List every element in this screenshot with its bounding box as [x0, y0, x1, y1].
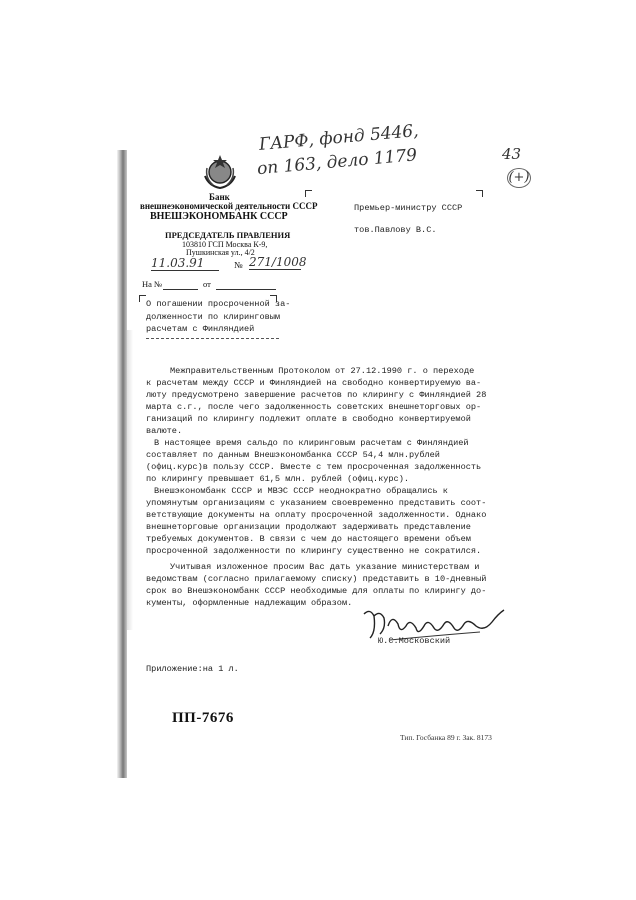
archive-note [258, 119, 422, 181]
subject-bracket-left [139, 295, 146, 302]
address-line2: Пушкинская ул., 4/2 [186, 248, 255, 257]
reference-date-line [216, 289, 276, 290]
body-line: ветствующие документы на оплату просроченной задолженности. Однако [146, 510, 487, 520]
scan-binding-edge [127, 330, 133, 630]
body-line: к расчетам между СССР и Финляндией на свободно конвертируемую ва- [146, 378, 482, 388]
body-line: валюте. [146, 426, 183, 436]
form-code: ПП-7676 [172, 710, 234, 726]
body-line: кументы, оформленные надлежащим образом. [146, 598, 353, 608]
body-line: требуемых документов. В связи с чем до настоящего времени объем [146, 534, 471, 544]
body-line: по клирингу превышает 61,5 млн. рублей (офиц.курс). [146, 474, 410, 484]
body-line: Межправительственным Протоколом от 27.12.1990 г. о переходе [170, 366, 475, 376]
archive-note-line2: оп 163, дело 1179 [256, 145, 418, 180]
address-bracket-left [305, 190, 312, 197]
reference-label: На № [142, 279, 163, 289]
scan-binding-shadow [117, 150, 127, 778]
body-line: срок во Внешэкономбанк СССР необходимые для оплаты по клирингу до- [146, 586, 487, 596]
chairman-title: ПРЕДСЕДАТЕЛЬ ПРАВЛЕНИЯ [165, 230, 291, 240]
bank-label: Банк [209, 192, 230, 202]
archive-note-line1: ГАРФ, фонд 5446, [258, 121, 420, 155]
subject-block [146, 298, 290, 336]
subject-line: расчетам с Финляндией [146, 324, 255, 334]
body-line: марта с.г., после чего задолженность советских внешнеторговых ор- [146, 402, 482, 412]
body-line: упомянутым организациям с указанием своевременно представить соот- [146, 498, 487, 508]
body-line: составляет по данным Внешэкономбанка СССР 54,4 млн.рублей [146, 450, 440, 460]
body-line: В настоящее время сальдо по клиринговым расчетам с Финляндией [154, 438, 469, 448]
bank-full-name: внешнеэкономической деятельности СССР [140, 201, 318, 211]
body-line: просроченной задолженности по клирингу существенно не сократился. [146, 546, 482, 556]
attachment-note: Приложение:на 1 л. [146, 664, 239, 674]
body-line: (офиц.курс)в пользу СССР. Вместе с тем просроченная задолженность [146, 462, 482, 472]
subject-line: долженности по клиринговым [146, 311, 281, 322]
page-number: 43 [502, 145, 522, 163]
letter-date: 11.03.91 [151, 256, 219, 271]
recipient-line1: Премьер-министру СССР [354, 203, 463, 213]
ussr-emblem-icon [201, 154, 239, 190]
address-bracket-right [476, 190, 483, 197]
signatory-name: Ю.С.Московский [378, 636, 451, 646]
body-line: люту предусмотрено завершение расчетов по клирингу с Финляндией 28 [146, 390, 487, 400]
address-line1: 103810 ГСП Москва К-9, [182, 240, 268, 249]
body-line: Учитывая изложенное просим Вас дать указание министерствам и [170, 562, 480, 572]
bank-short-name: ВНЕШЭКОНОМБАНК СССР [150, 211, 288, 222]
subject-line: О погашении просроченной за- [146, 299, 291, 309]
body-line: Внешэкономбанк СССР и МВЭС СССР неоднократно обращались к [154, 486, 448, 496]
body-line: ведомствам (согласно прилагаемому списку) представить в 10-дневный [146, 574, 487, 584]
page-mark: (+) [507, 168, 531, 188]
reference-number-line [163, 289, 198, 290]
body-line: внешнеторговые организации продолжают задерживать представление [146, 522, 471, 532]
letter-number-label: № [234, 260, 243, 270]
printer-note: Тип. Госбанка 89 г. Зак. 8173 [400, 733, 492, 742]
recipient-line2: тов.Павлову В.С. [354, 225, 437, 235]
subject-underline [146, 338, 279, 339]
reference-from-label: от [203, 279, 211, 289]
body-line: ганизаций по клирингу подлежит оплате в свободно конвертируемой [146, 414, 471, 424]
letter-number: 271/1008 [249, 255, 307, 269]
